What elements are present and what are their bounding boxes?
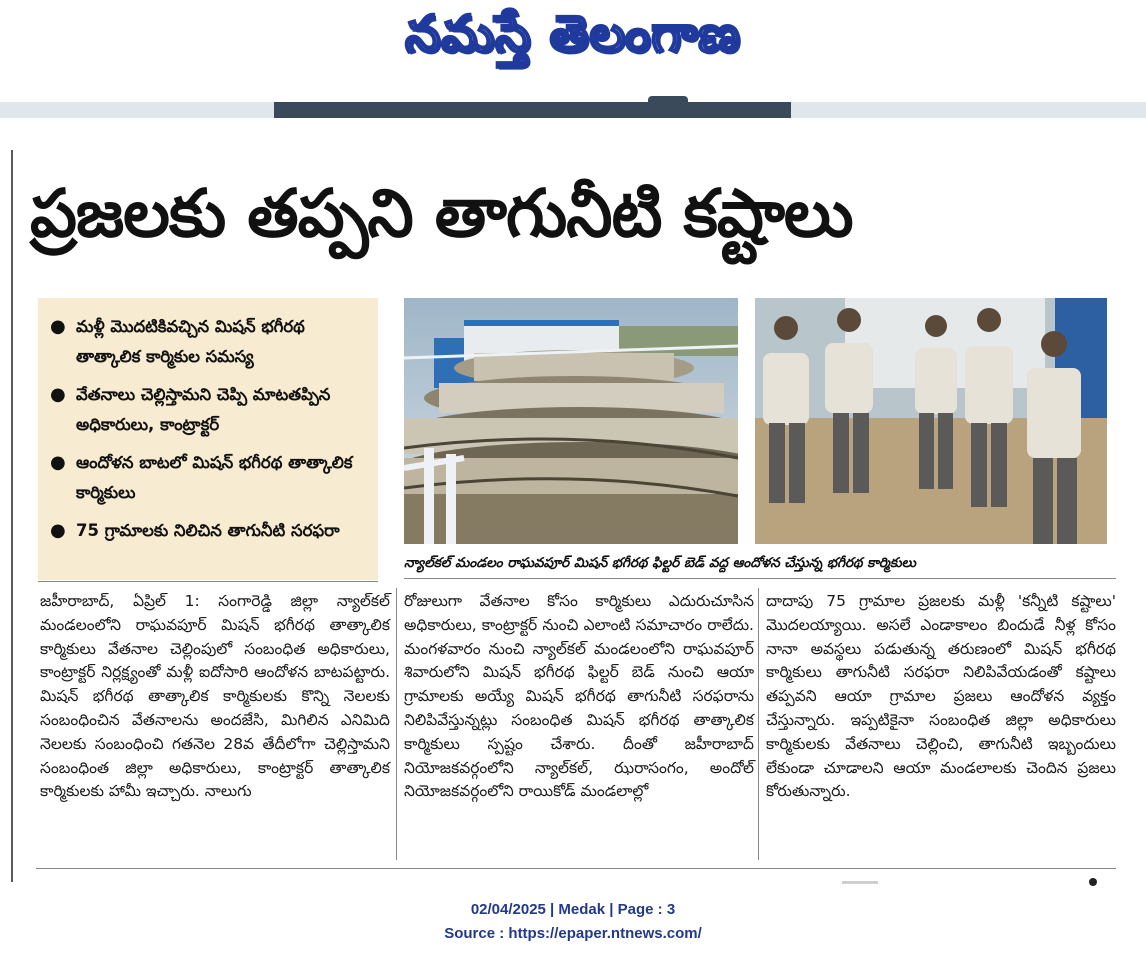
caption-rule: [404, 578, 1116, 579]
bullet-icon: ●: [50, 384, 66, 405]
bullet-icon: ●: [50, 452, 66, 473]
article-headline: ప్రజలకు తప్పని తాగునీటి కష్టాలు: [30, 175, 853, 252]
highlights-box: [38, 298, 378, 580]
highlight-item: [50, 380, 364, 440]
article-column-3: దాదాపు 75 గ్రామాల ప్రజలకు మళ్లీ 'కన్నీటి కష్టాలు' మొదలయ్యాయి. అసలే ఎండాకాలం బిందుడే నీళ్ల కోసం నానా అవస్థలు పడుతున్న తరుణంలో మిషన్ భగీరథ కార్మికులు తాగునీటి సరఫరా నిలిపివేయడంతో కష్టాలు తప్పవని ఆయా గ్రామాల ప్రజలు ఆందోళన వ్యక్తం చేస్తున్నారు. ఇప్పటికైనా సంబంధిత జిల్లా అధికారులు కార్మికులకు వేతనాలు చెల్లించి, తాగునీటి ఇబ్బందులు లేకుండా చూడాలని ఆయా మండలాలకు చెందిన ప్రజలు కోరుతున్నారు.: [766, 592, 1116, 801]
bottom-dash: [842, 881, 878, 884]
edition-line: 02/04/2025 | Medak | Page : 3: [470, 901, 676, 918]
highlight-item: [50, 448, 364, 508]
bottom-dot-icon: [1089, 878, 1097, 886]
highlight-item: [50, 516, 364, 546]
highlight-text: ఆందోళన బాటలో మిషన్ భగీరథ తాత్కాలిక కార్మికులు: [76, 453, 353, 502]
highlight-text: 75 గ్రామాలకు నిలిచిన తాగునీటి సరఫరా: [76, 521, 340, 540]
workers-illustration: [755, 298, 1107, 544]
masthead-title: నమస్తే తెలంగాణ: [405, 4, 741, 63]
masthead: [0, 0, 1146, 82]
bottom-rule: [36, 868, 1116, 869]
highlights-rule: [38, 581, 378, 582]
highlight-item: [50, 312, 364, 372]
header-band-dark: [274, 102, 791, 118]
filter-bed-illustration: [404, 298, 738, 544]
bullet-icon: ●: [50, 520, 66, 541]
article-column-2: రోజులుగా వేతనాల కోసం కార్మికులు ఎదురుచూసిన అధికారులు, కాంట్రాక్టర్ నుంచి ఎలాంటి సమాచారం రాలేదు. మంగళవారం నుంచి న్యాల్‌కల్ మండలంలోని రాఘవపూర్ శివారులోని మిషన్ భగీరథ ఫిల్టర్ బెడ్ నుంచి ఆయా గ్రామాలకు అయ్యే మిషన్ భగీరథ తాగునీటి సరఫరాను నిలిపివేస్తున్నట్లు సంబంధిత మిషన్ భగీరథ తాత్కాలిక కార్మికులు స్పష్టం చేశారు. దీంతో జహీరాబాద్ నియోజకవర్గంలోని న్యాల్‌కల్, ఝరాసంగం, అందోల్ నియోజకవర్గంలోని రాయికోడ్ మండలాల్లో: [404, 592, 754, 801]
column-divider: [758, 588, 759, 860]
footer: [0, 898, 1146, 946]
photo-caption: న్యాల్‌కల్ మండలం రాఘవపూర్ మిషన్ భగీరథ ఫిల్టర్ బెడ్ వద్ద ఆందోళన చేస్తున్న భగీరథ కార్మికులు: [404, 555, 916, 571]
source-link[interactable]: Source : https://epaper.ntnews.com/: [444, 925, 702, 942]
column-divider: [396, 588, 397, 860]
workers-protest-photo: [755, 298, 1107, 544]
filter-bed-photo: [404, 298, 738, 544]
newspaper-logo: [300, 4, 846, 76]
article-column-1: జహీరాబాద్, ఏప్రిల్ 1: సంగారెడ్డి జిల్లా న్యాల్‌కల్ మండలంలోని రాఘవపూర్ మిషన్ భగీరథ తాత్కాలిక కార్మికులు వేతనాల చెల్లింపులో సంబంధిత అధికారులు, కాంట్రాక్టర్ నిర్లక్ష్యంతో మళ్లీ ఐదోసారి ఆందోళన బాటపట్టారు. మిషన్ భగీరథ తాత్కాలిక కార్మికులకు కొన్ని నెలలకు సంబంధించిన వేతనాలను అందజేసి, మిగిలిన ఎనిమిది నెలలకు సంబంధించి గతనెల 28వ తేదీలోగా చెల్లిస్తామని సంబంధింత జిల్లా అధికారులు, కాంట్రాక్టర్ తాత్కాలిక కార్మికులకు హామీ ఇచ్చారు. నాలుగు: [40, 592, 390, 801]
left-margin-rule: [11, 150, 13, 882]
bullet-icon: ●: [50, 316, 66, 337]
highlight-text: మళ్లీ మొదటికివచ్చిన మిషన్ భగీరథ తాత్కాలిక కార్మికుల సమస్య: [76, 317, 305, 366]
highlight-text: వేతనాలు చెల్లిస్తామని చెప్పి మాటతప్పిన అధికారులు, కాంట్రాక్టర్: [76, 385, 331, 434]
